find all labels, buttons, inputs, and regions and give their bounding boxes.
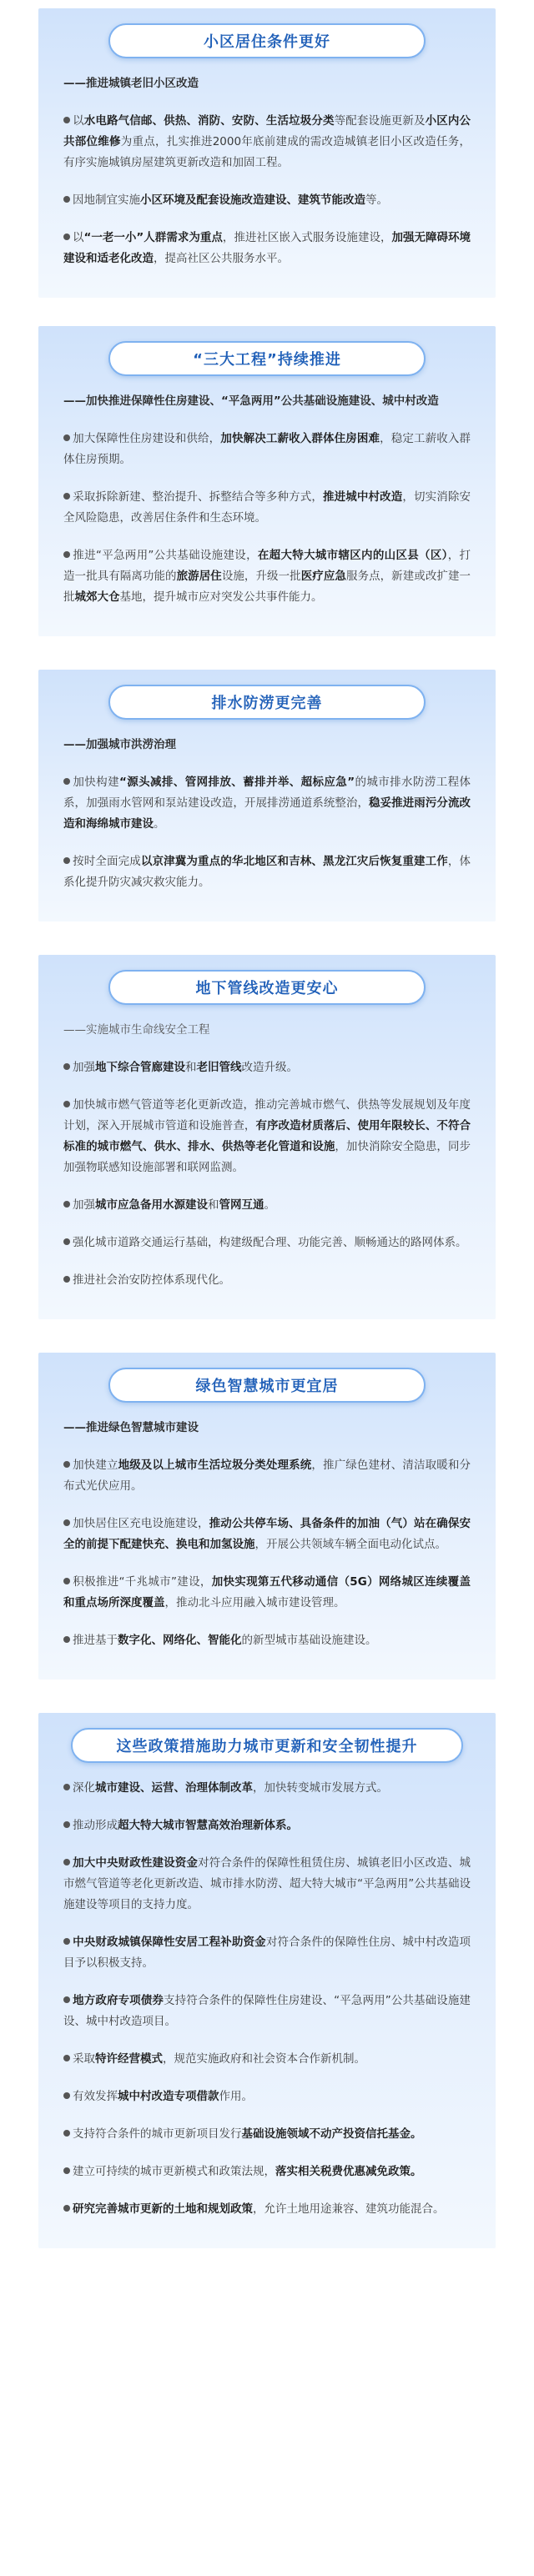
subheading-text: ——实施城市生命线安全工程 <box>63 1023 210 1037</box>
body-text: 基地，提升城市应对突发公共事件能力。 <box>119 590 323 604</box>
emphasis-text: 数字化、网络化、智能化 <box>118 1634 242 1647</box>
emphasis-text: 稳妥推进雨污分流改造和海绵城市建设 <box>63 796 471 831</box>
section-subheading <box>63 73 471 94</box>
emphasis-text: 医疗应急 <box>300 570 346 583</box>
bullet-item <box>63 2199 471 2220</box>
body-text: 采取拆除新建、整治提升、拆整结合等多种方式， <box>73 490 323 504</box>
bullet-dot-icon <box>63 1938 70 1945</box>
emphasis-text: 城市建设、运营、治理体制改革 <box>95 1781 253 1795</box>
subheading-text: ——推进城镇老旧小区改造 <box>63 77 199 90</box>
emphasis-text: 城中村改造专项借款 <box>118 2090 219 2103</box>
bullet-dot-icon <box>63 1996 70 2003</box>
subheading-text: ——加快推进保障性住房建设、“平急两用”公共基础设施建设、城中村改造 <box>63 394 439 408</box>
emphasis-text: 研究完善城市更新的土地和规划政策 <box>73 2202 253 2216</box>
emphasis-text: “源头减排、管网排放、蓄排并举、超标应急” <box>118 776 355 789</box>
body-text: 。 <box>264 1198 275 1212</box>
body-text: 对符合条件的保障性租赁住房、城镇老旧小区改造、城市燃气管道等老化更新改造、城市排水防涝、超大特大城市“平急两用”公共基础设施建设等项目的支持力度。 <box>63 1856 471 1911</box>
bullet-item <box>63 2124 471 2145</box>
emphasis-text: 有序改造材质落后、使用年限较长、不符合标准的城市燃气、供水、排水、供热等老化管道和设施 <box>63 1119 471 1153</box>
body-text: ，开展公共领域车辆全面电动化试点。 <box>254 1538 446 1551</box>
bullet-item <box>63 1514 471 1555</box>
emphasis-text: 城市应急备用水源建设 <box>95 1198 208 1212</box>
body-text: 以 <box>73 114 84 128</box>
section-card <box>38 1353 496 1680</box>
bullet-item <box>63 228 471 269</box>
bullet-dot-icon <box>63 196 70 203</box>
emphasis-text: 基础设施领域不动产投资信托基金。 <box>241 2127 422 2141</box>
body-text: 加快建立 <box>73 1459 118 1472</box>
bullet-dot-icon <box>63 1238 70 1245</box>
body-text: 深化 <box>73 1781 95 1795</box>
body-text: 加大保障性住房建设和供给， <box>73 432 221 445</box>
body-text: 以 <box>73 231 84 244</box>
emphasis-text: 地方政府专项债券 <box>73 1994 164 2007</box>
bullet-item <box>63 1057 471 1078</box>
emphasis-text: 以京津冀为重点的华北地区和吉林、黑龙江灾后恢复重建工作 <box>140 855 448 868</box>
bullet-item <box>63 1630 471 1651</box>
section-title: 小区居住条件更好 <box>108 23 426 58</box>
body-text: 等。 <box>365 193 388 207</box>
bullet-dot-icon <box>63 1784 70 1790</box>
body-text: ，体系化提升防灾减灾救灾能力。 <box>63 855 471 889</box>
body-text: 。 <box>154 817 165 831</box>
section-subheading <box>63 391 471 412</box>
bullet-dot-icon <box>63 2092 70 2099</box>
body-text: 加快城市燃气管道等老化更新改造，推动完善城市燃气、供热等发展规划及年度计划，深入开展城市管道和设施普查， <box>63 1098 471 1132</box>
bullet-dot-icon <box>63 1859 70 1865</box>
section-title: 这些政策措施助力城市更新和安全韧性提升 <box>71 1728 463 1763</box>
body-text: 建立可持续的城市更新模式和政策法规， <box>73 2165 275 2178</box>
bullet-dot-icon <box>63 1201 70 1208</box>
body-text: 采取 <box>73 2052 95 2066</box>
bullet-item <box>63 1455 471 1497</box>
bullet-item <box>63 190 471 211</box>
emphasis-text: 水电路气信邮、供热、消防、安防、生活垃圾分类 <box>83 114 335 128</box>
emphasis-text: 管网互通 <box>219 1198 264 1212</box>
emphasis-text: 老旧管线 <box>196 1061 242 1074</box>
body-text: 推进“平急两用”公共基础设施建设， <box>73 549 258 562</box>
bullet-item <box>63 851 471 893</box>
bullet-item <box>63 545 471 608</box>
body-text: 因地制宜实施 <box>73 193 140 207</box>
body-text: ，允许土地用途兼容、建筑功能混合。 <box>253 2202 445 2216</box>
section-title: “三大工程”持续推进 <box>108 341 426 376</box>
bullet-dot-icon <box>63 1821 70 1828</box>
bullet-dot-icon <box>63 2130 70 2137</box>
emphasis-text: 落实相关税费优惠减免政策。 <box>275 2165 422 2178</box>
bullet-item <box>63 1572 471 1614</box>
body-text: ，加快转变城市发展方式。 <box>253 1781 388 1795</box>
bullet-item <box>63 111 471 173</box>
bullet-dot-icon <box>63 1578 70 1584</box>
bullet-dot-icon <box>63 1519 70 1526</box>
body-text: 推进社会治安防控体系现代化。 <box>73 1273 230 1287</box>
body-text: 的新型城市基础设施建设。 <box>241 1634 377 1647</box>
body-text: ，推动北斗应用融入城市建设管理。 <box>164 1596 345 1609</box>
section-subheading <box>63 1418 471 1439</box>
emphasis-text: 小区内公共部位维修 <box>63 114 471 148</box>
emphasis-text: 加大中央财政性建设资金 <box>73 1856 199 1870</box>
body-text: ，稳定工薪收入群体住房预期。 <box>63 432 471 466</box>
bullet-dot-icon <box>63 233 70 240</box>
bullet-dot-icon <box>63 1276 70 1283</box>
body-text: 和 <box>185 1061 197 1074</box>
body-text: 积极推进“千兆城市”建设， <box>73 1575 212 1589</box>
body-text: ，切实消除安全风险隐患，改善居住条件和生态环境。 <box>63 490 471 525</box>
emphasis-text: 旅游居住 <box>176 570 222 583</box>
emphasis-text: 加快解决工薪收入群体住房困难 <box>220 432 380 445</box>
body-text: 强化城市道路交通运行基础，构建级配合理、功能完善、顺畅通达的路网体系。 <box>73 1236 467 1249</box>
body-text: ，提高社区公共服务水平。 <box>154 252 289 265</box>
body-text: 服务点，新建或改扩建一批 <box>63 570 471 604</box>
body-text: ，规范实施政府和社会资本合作新机制。 <box>163 2052 365 2066</box>
bullet-dot-icon <box>63 493 70 500</box>
bullet-item <box>63 2162 471 2182</box>
body-text: 设施，升级一批 <box>221 570 301 583</box>
bullet-dot-icon <box>63 1461 70 1468</box>
bullet-item <box>63 1853 471 1916</box>
subheading-text: ——加强城市洪涝治理 <box>63 738 176 751</box>
body-text: ，推广绿色建材、清洁取暖和分布式光伏应用。 <box>63 1459 471 1493</box>
emphasis-text: 加强无障碍环境建设和适老化改造 <box>63 231 471 265</box>
emphasis-text: 特许经营模式 <box>95 2052 163 2066</box>
body-text: 改造升级。 <box>241 1061 298 1074</box>
body-text: 加快构建 <box>73 776 119 789</box>
bullet-dot-icon <box>63 2167 70 2174</box>
body-text: 为重点，扎实推进2000年底前建成的需改造城镇老旧小区改造任务，有序实施城镇房屋建筑更新改造和加固工程。 <box>63 135 471 169</box>
body-text: 的城市排水防涝工程体系，加强雨水管网和泵站建设改造，开展排涝通道系统整治， <box>63 776 471 810</box>
emphasis-text: 地级及以上城市生活垃圾分类处理系统 <box>118 1459 312 1472</box>
bullet-item <box>63 1815 471 1836</box>
emphasis-text: 地下综合管廊建设 <box>95 1061 185 1074</box>
bullet-item <box>63 1932 471 1974</box>
bullet-item <box>63 1095 471 1178</box>
emphasis-text: 城郊大仓 <box>74 590 120 604</box>
bullet-dot-icon <box>63 1636 70 1643</box>
body-text: ，加快消除安全隐患，同步加强物联感知设施部署和联网监测。 <box>63 1140 471 1174</box>
body-text: 推动形成 <box>73 1819 118 1832</box>
bullet-dot-icon <box>63 2205 70 2212</box>
bullet-dot-icon <box>63 117 70 123</box>
bullet-item <box>63 1195 471 1216</box>
body-text: ，推进社区嵌入式服务设施建设， <box>222 231 392 244</box>
bullet-item <box>63 772 471 835</box>
bullet-item <box>63 487 471 529</box>
bullet-item <box>63 1270 471 1291</box>
body-text: 加快居住区充电设施建设， <box>73 1517 209 1530</box>
bullet-item <box>63 1991 471 2032</box>
bullet-item <box>63 1233 471 1253</box>
bullet-dot-icon <box>63 857 70 864</box>
emphasis-text: 小区环境及配套设施改造建设、建筑节能改造 <box>140 193 365 207</box>
emphasis-text: 在超大特大城市辖区内的山区县（区） <box>257 549 448 562</box>
section-card <box>38 326 496 636</box>
body-text: 对符合条件的保障性住房、城中村改造项目予以积极支持。 <box>63 1936 471 1970</box>
body-text: 有效发挥 <box>73 2090 118 2103</box>
body-text: 作用。 <box>219 2090 253 2103</box>
emphasis-text: 中央财政城镇保障性安居工程补助资金 <box>73 1936 266 1949</box>
section-title: 绿色智慧城市更宜居 <box>108 1368 426 1403</box>
bullet-dot-icon <box>63 778 70 785</box>
bullet-dot-icon <box>63 1063 70 1070</box>
body-text: 和 <box>208 1198 219 1212</box>
emphasis-text: 推动公共停车场、具备条件的加油（气）站在确保安全的前提下配建快充、换电和加氢设施 <box>63 1517 471 1551</box>
section-title: 排水防涝更完善 <box>108 685 426 720</box>
section-title: 地下管线改造更安心 <box>108 970 426 1005</box>
emphasis-text: “一老一小”人群需求为重点 <box>83 231 223 244</box>
bullet-dot-icon <box>63 1101 70 1107</box>
section-subheading <box>63 735 471 756</box>
body-text: 推进基于 <box>73 1634 118 1647</box>
body-text: 支持符合条件的城市更新项目发行 <box>73 2127 242 2141</box>
bullet-item <box>63 1778 471 1799</box>
body-text: ，打造一批具有隔离功能的 <box>63 549 471 583</box>
body-text: 加强 <box>73 1061 95 1074</box>
subheading-text: ——推进绿色智慧城市建设 <box>63 1421 199 1434</box>
body-text: 加强 <box>73 1198 95 1212</box>
bullet-dot-icon <box>63 434 70 441</box>
section-card <box>38 670 496 921</box>
body-text: 按时全面完成 <box>73 855 141 868</box>
section-card <box>38 1713 496 2248</box>
section-card <box>38 8 496 298</box>
section-subheading <box>63 1020 471 1041</box>
body-text: 等配套设施更新及 <box>334 114 426 128</box>
bullet-item <box>63 429 471 470</box>
body-text: 支持符合条件的保障性住房建设、“平急两用”公共基础设施建设、城中村改造项目。 <box>63 1994 471 2028</box>
emphasis-text: 推进城中村改造 <box>322 490 403 504</box>
emphasis-text: 超大特大城市智慧高效治理新体系。 <box>118 1819 298 1832</box>
section-card <box>38 955 496 1319</box>
bullet-item <box>63 2086 471 2107</box>
bullet-dot-icon <box>63 551 70 558</box>
bullet-dot-icon <box>63 2055 70 2061</box>
bullet-item <box>63 2049 471 2070</box>
emphasis-text: 加快实现第五代移动通信（5G）网络城区连续覆盖和重点场所深度覆盖 <box>63 1575 471 1609</box>
